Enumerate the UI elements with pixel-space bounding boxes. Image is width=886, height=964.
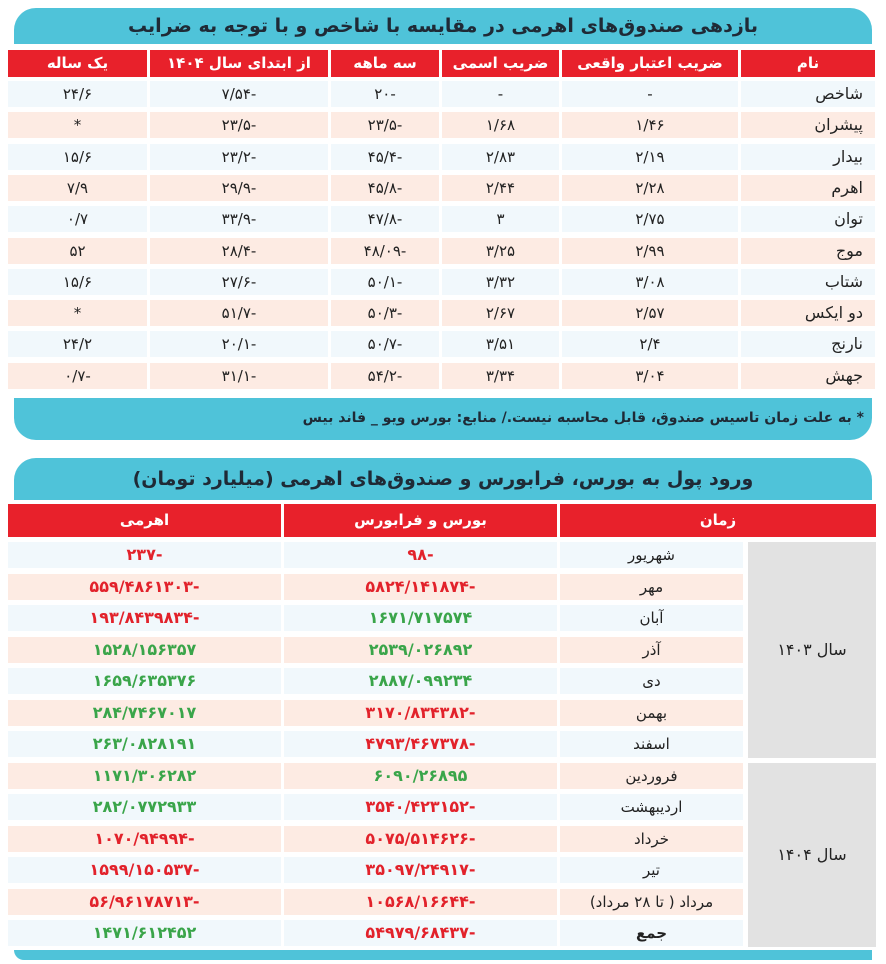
cell-bourse-flow: -۵۴۹۷۹/۶۸۴۳۷ [284, 920, 557, 946]
cell-ytd-1404: -۲۰/۱ [150, 331, 328, 357]
cell-nominal-coef: ۱/۶۸ [442, 112, 559, 138]
cell-ytd-1404: -۲۷/۶ [150, 269, 328, 295]
cell-ytd-1404: -۲۸/۴ [150, 238, 328, 264]
table1-footnote: * به علت زمان تاسیس صندوق، قابل محاسبه نیست./ منابع: بورس ویو _ فاند بیس [14, 398, 872, 440]
cell-ytd-1404: -۲۳/۲ [150, 144, 328, 170]
cell-leveraged-flow: ۱۶۵۹/۶۳۵۳۷۶ [8, 668, 281, 694]
cell-real-coef: ۲/۱۹ [562, 144, 738, 170]
cell-name: پیشران [741, 112, 875, 138]
cell-nominal-coef: ۳ [442, 206, 559, 232]
cell-name: اهرم [741, 175, 875, 201]
cell-leveraged-flow: -۲۳۷ [8, 542, 281, 568]
year-group-cell: سال ۱۴۰۴ [748, 763, 876, 947]
cell-ytd-1404: -۷/۵۴ [150, 81, 328, 107]
cell-ytd-1404: -۳۱/۱ [150, 363, 328, 389]
cell-three-month: -۴۵/۸ [331, 175, 439, 201]
cell-ytd-1404: -۲۹/۹ [150, 175, 328, 201]
cell-nominal-coef: - [442, 81, 559, 107]
cell-one-year: * [8, 300, 147, 326]
cell-leveraged-flow: ۱۵۲۸/۱۵۶۳۵۷ [8, 637, 281, 663]
cell-real-coef: ۲/۴ [562, 331, 738, 357]
cell-month: دی [560, 668, 743, 694]
year-group-cell: سال ۱۴۰۳ [748, 542, 876, 758]
cell-one-year: ۱۵/۶ [8, 269, 147, 295]
header-real-coef: ضریب اعتبار واقعی [562, 50, 738, 77]
cell-month: اسفند [560, 731, 743, 757]
cell-nominal-coef: ۳/۲۵ [442, 238, 559, 264]
cell-one-year: * [8, 112, 147, 138]
cell-real-coef: ۳/۰۴ [562, 363, 738, 389]
cell-leveraged-flow: ۱۴۷۱/۶۱۲۴۵۲ [8, 920, 281, 946]
cell-nominal-coef: ۳/۵۱ [442, 331, 559, 357]
cell-one-year: ۵۲ [8, 238, 147, 264]
cell-ytd-1404: -۳۳/۹ [150, 206, 328, 232]
cell-month: بهمن [560, 700, 743, 726]
cell-name: شاخص [741, 81, 875, 107]
cell-real-coef: ۳/۰۸ [562, 269, 738, 295]
cell-nominal-coef: ۳/۳۲ [442, 269, 559, 295]
cell-real-coef: ۲/۹۹ [562, 238, 738, 264]
cell-nominal-coef: ۳/۳۴ [442, 363, 559, 389]
cell-nominal-coef: ۲/۸۳ [442, 144, 559, 170]
cell-nominal-coef: ۲/۶۷ [442, 300, 559, 326]
cell-bourse-flow: -۱۰۵۶۸/۱۶۶۴۴ [284, 889, 557, 915]
cell-leveraged-flow: -۱۹۳/۸۴۳۹۸۳۴ [8, 605, 281, 631]
cell-real-coef: - [562, 81, 738, 107]
cell-three-month: -۴۸/۰۹ [331, 238, 439, 264]
cell-month: فروردین [560, 763, 743, 789]
header-three-month: سه ماهه [331, 50, 439, 77]
cell-real-coef: ۱/۴۶ [562, 112, 738, 138]
table2-title: ورود پول به بورس، فرابورس و صندوق‌های اهرمی (میلیارد تومان) [14, 458, 872, 500]
cell-leveraged-flow: ۲۸۴/۷۴۶۷۰۱۷ [8, 700, 281, 726]
cell-leveraged-flow: -۱۵۹۹/۱۵۰۵۳۷ [8, 857, 281, 883]
cell-name: دو ایکس [741, 300, 875, 326]
header-nominal-coef: ضریب اسمی [442, 50, 559, 77]
cell-three-month: -۴۷/۸ [331, 206, 439, 232]
header-one-year: یک ساله [8, 50, 147, 77]
cell-one-year: ۷/۹ [8, 175, 147, 201]
header-name: نام [741, 50, 875, 77]
cell-one-year: ۰/۷ [8, 206, 147, 232]
cell-three-month: -۵۰/۷ [331, 331, 439, 357]
cell-bourse-flow: ۲۵۳۹/۰۲۶۸۹۲ [284, 637, 557, 663]
cell-month: شهریور [560, 542, 743, 568]
cell-bourse-flow: ۲۸۸۷/۰۹۹۲۳۴ [284, 668, 557, 694]
cell-name: بیدار [741, 144, 875, 170]
cell-ytd-1404: -۲۳/۵ [150, 112, 328, 138]
cell-name: جهش [741, 363, 875, 389]
cell-name: موج [741, 238, 875, 264]
cell-leveraged-flow: ۲۸۲/۰۷۷۲۹۳۳ [8, 794, 281, 820]
bottom-accent-bar [14, 950, 872, 960]
cell-real-coef: ۲/۵۷ [562, 300, 738, 326]
cell-month: جمع [560, 920, 743, 946]
cell-month: مرداد ( تا ۲۸ مرداد) [560, 889, 743, 915]
cell-three-month: -۵۰/۳ [331, 300, 439, 326]
cell-real-coef: ۲/۲۸ [562, 175, 738, 201]
cell-bourse-flow: -۳۵۰۹۷/۲۴۹۱۷ [284, 857, 557, 883]
cell-bourse-flow: -۳۵۴۰/۴۲۳۱۵۲ [284, 794, 557, 820]
cell-three-month: -۲۰ [331, 81, 439, 107]
cell-one-year: ۱۵/۶ [8, 144, 147, 170]
cell-name: نارنج [741, 331, 875, 357]
cell-bourse-flow: -۴۷۹۳/۴۶۷۳۷۸ [284, 731, 557, 757]
cell-leveraged-flow: -۱۰۷۰/۹۴۹۹۴ [8, 826, 281, 852]
cell-month: اردیبهشت [560, 794, 743, 820]
cell-bourse-flow: ۶۰۹۰/۲۶۸۹۵ [284, 763, 557, 789]
cell-name: شتاب [741, 269, 875, 295]
cell-name: توان [741, 206, 875, 232]
cell-month: خرداد [560, 826, 743, 852]
cell-nominal-coef: ۲/۴۴ [442, 175, 559, 201]
cell-leveraged-flow: -۵۵۹/۴۸۶۱۳۰۳ [8, 574, 281, 600]
header-leveraged: اهرمی [8, 504, 281, 537]
header-bourse: بورس و فرابورس [284, 504, 557, 537]
cell-bourse-flow: -۵۰۷۵/۵۱۴۶۲۶ [284, 826, 557, 852]
header-ytd-1404: از ابتدای سال ۱۴۰۴ [150, 50, 328, 77]
cell-one-year: ۲۴/۶ [8, 81, 147, 107]
cell-leveraged-flow: ۱۱۷۱/۳۰۶۲۸۲ [8, 763, 281, 789]
cell-bourse-flow: -۹۸ [284, 542, 557, 568]
cell-real-coef: ۲/۷۵ [562, 206, 738, 232]
cell-three-month: -۵۴/۲ [331, 363, 439, 389]
cell-month: آذر [560, 637, 743, 663]
cell-one-year: -۰/۷ [8, 363, 147, 389]
cell-bourse-flow: -۳۱۷۰/۸۳۴۳۸۲ [284, 700, 557, 726]
cell-leveraged-flow: ۲۶۳/۰۸۲۸۱۹۱ [8, 731, 281, 757]
cell-three-month: -۲۳/۵ [331, 112, 439, 138]
cell-month: تیر [560, 857, 743, 883]
cell-bourse-flow: ۱۶۷۱/۷۱۷۵۷۴ [284, 605, 557, 631]
cell-three-month: -۵۰/۱ [331, 269, 439, 295]
cell-month: مهر [560, 574, 743, 600]
cell-three-month: -۴۵/۴ [331, 144, 439, 170]
table1-title: بازدهی صندوق‌های اهرمی در مقایسه با شاخص و با توجه به ضرایب [14, 8, 872, 44]
cell-ytd-1404: -۵۱/۷ [150, 300, 328, 326]
cell-month: آبان [560, 605, 743, 631]
header-time: زمان [560, 504, 876, 537]
cell-bourse-flow: -۵۸۲۴/۱۴۱۸۷۴ [284, 574, 557, 600]
cell-one-year: ۲۴/۲ [8, 331, 147, 357]
cell-leveraged-flow: -۵۶/۹۶۱۷۸۷۱۳ [8, 889, 281, 915]
